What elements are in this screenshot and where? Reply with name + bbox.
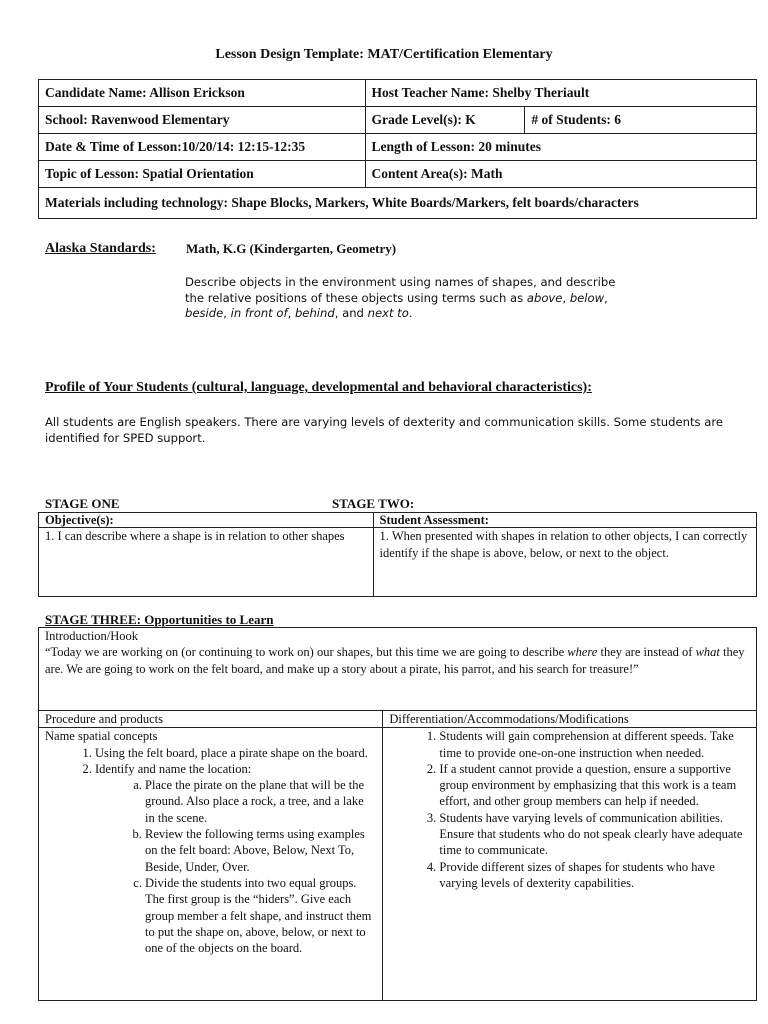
host-teacher-name: Host Teacher Name: Shelby Theriault [365, 80, 756, 107]
content-area: Content Area(s): Math [365, 161, 756, 188]
assessment-text: 1. When presented with shapes in relation to other objects, I can correctly identify if the shape is above, below, or next to the object. [373, 528, 756, 597]
document-title: Lesson Design Template: MAT/Certification Elementary [215, 47, 553, 62]
standards-description [185, 275, 625, 322]
standards-label: Alaska Standards: [45, 241, 156, 256]
stage-table [38, 512, 757, 597]
lesson-info-table [38, 79, 757, 219]
date-time: Date & Time of Lesson:10/20/14: 12:15-12:35 [39, 134, 366, 161]
differentiation-list [389, 728, 750, 891]
number-of-students: # of Students: 6 [525, 107, 757, 134]
lesson-topic: Topic of Lesson: Spatial Orientation [39, 161, 366, 188]
intro-part: “Today we are working on (or continuing to work on) our shapes, but this time we are going to describe [45, 645, 568, 660]
intro-part: they are. We are going to work on the felt board, and make up a story about a pirate, his parrot, and his search for treasure!” [45, 645, 745, 676]
stage-three-label [45, 612, 274, 628]
introduction-header: Introduction/Hook [45, 629, 139, 643]
procedure-intro: Name spatial concepts [45, 729, 158, 744]
objective-text: 1. I can describe where a shape is in relation to other shapes [39, 528, 374, 597]
intro-part: they are instead of [597, 645, 696, 660]
term-next-to: next to [367, 306, 409, 320]
objective-header: Objective(s): [39, 513, 374, 528]
procedure-header: Procedure and products [39, 711, 383, 728]
term-behind: behind [294, 306, 335, 320]
sep: , [223, 306, 231, 320]
school-name: School: Ravenwood Elementary [39, 107, 366, 134]
profile-text: All students are English speakers. There are varying levels of dexterity and communication skills. Some students are identified for SPED support. [45, 415, 723, 445]
learning-table [38, 627, 757, 1001]
list-item: 2. If a student cannot provide a question, ensure a supportive group environment by emphasizing that this work is a team effort, and other group members can help if needed. [439, 761, 750, 810]
grade-level: Grade Level(s): K [365, 107, 525, 134]
term-in-front-of: in front of [230, 306, 288, 320]
stage-one-label: STAGE ONE [45, 496, 120, 511]
stage-two-label: STAGE TWO: [332, 496, 415, 511]
term-below: below [569, 290, 605, 305]
procedure-substeps [95, 777, 376, 956]
list-item: 3. Students have varying levels of communication abilities. Ensure that students who do not speak clearly have adequate time to communicate. [439, 810, 750, 859]
introduction-cell [39, 628, 757, 711]
list-item [95, 761, 376, 957]
sep: , [287, 306, 295, 320]
standards-text: Describe objects in the environment using names of shapes, and describe the relative positions of these objects using terms such as [185, 275, 616, 305]
term-above: above [526, 290, 563, 305]
list-item [95, 745, 376, 761]
list-item: b. Review the following terms using examples on the felt board: Above, Below, Next To, Beside, Under, Over. [145, 826, 376, 875]
profile-heading: Profile of Your Students (cultural, language, developmental and behavioral characteristics): [45, 380, 592, 395]
candidate-name: Candidate Name: Allison Erickson [39, 80, 366, 107]
list-item: 4. Provide different sizes of shapes for students who have varying levels of dexterity capabilities. [439, 859, 750, 892]
term-beside: beside [185, 306, 224, 320]
intro-where: where [567, 645, 598, 660]
introduction-text [45, 644, 750, 677]
procedure-steps [45, 745, 376, 957]
materials: Materials including technology: Shape Blocks, Markers, White Boards/Markers, felt boards/characters [39, 188, 757, 219]
lesson-length: Length of Lesson: 20 minutes [365, 134, 756, 161]
sep: . [408, 306, 413, 320]
standards-code: Math, K.G (Kindergarten, Geometry) [186, 241, 397, 256]
differentiation-cell [383, 728, 757, 1001]
sep: , and [334, 306, 368, 320]
sep: , [562, 290, 570, 305]
assessment-header: Student Assessment: [373, 513, 756, 528]
step-text: Identify and name the location: [95, 761, 252, 776]
step-text: Using the felt board, place a pirate shape on the board. [95, 745, 368, 760]
list-item: a. Place the pirate on the plane that will be the ground. Also place a rock, a tree, and a lake in the scene. [145, 777, 376, 826]
list-item: c. Divide the students into two equal groups. The first group is the “hiders”. Give each group member a felt shape, and instruct them to put the shape on, above, below, or next to one of the objects on the board. [145, 875, 376, 956]
intro-what: what [695, 645, 720, 660]
procedure-cell [39, 728, 383, 1001]
differentiation-header: Differentiation/Accommodations/Modifications [383, 711, 757, 728]
list-item: 1. Students will gain comprehension at different speeds. Take time to provide one-on-one instruction when needed. [439, 728, 750, 761]
sep: , [604, 290, 608, 305]
stage-three-title: STAGE THREE: Opportunities to Learn [45, 612, 274, 627]
